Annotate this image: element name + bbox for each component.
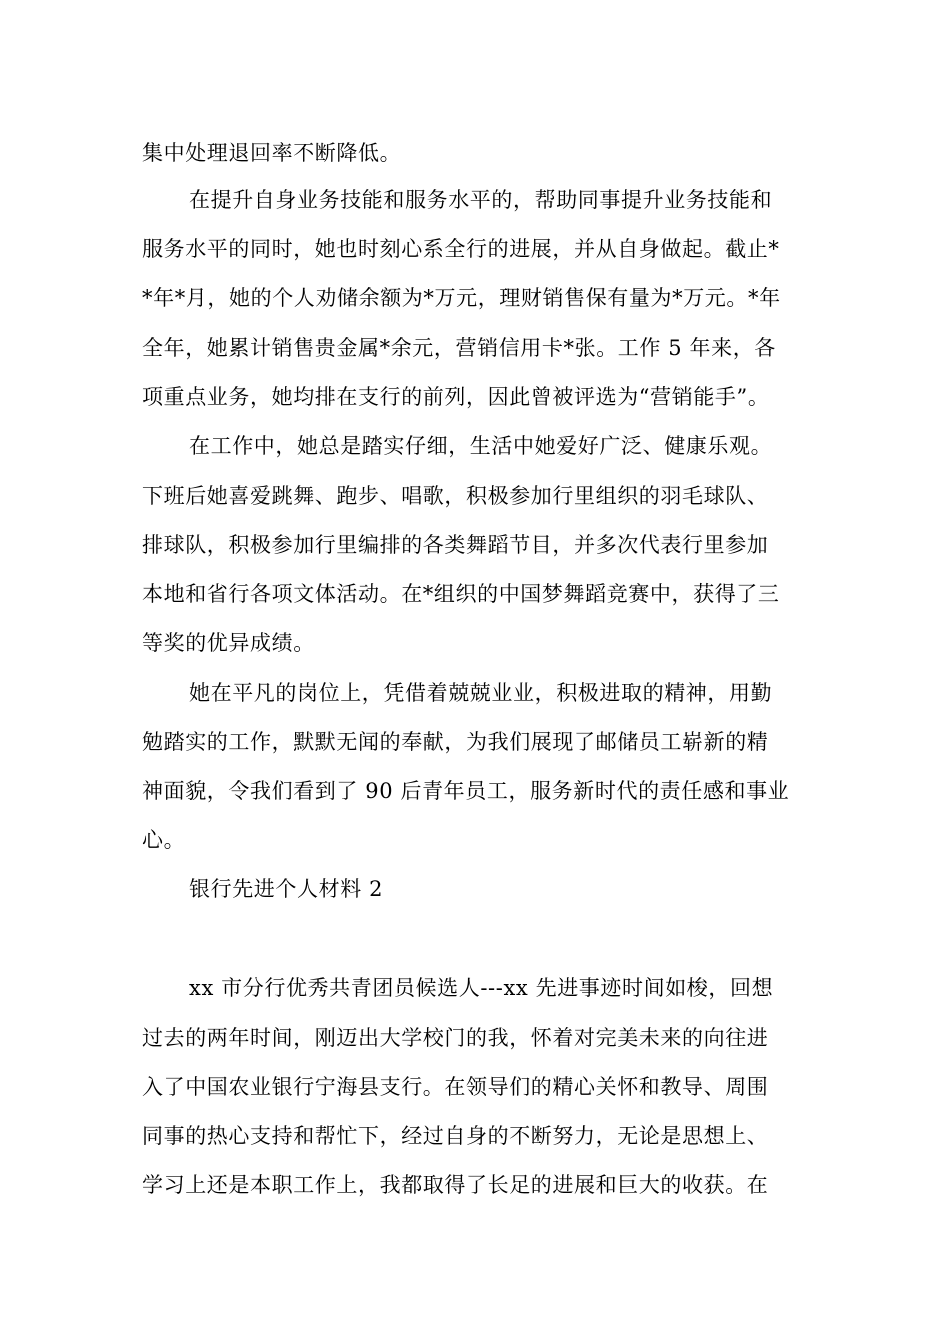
text-line: 过去的两年时间，刚迈出大学校门的我，怀着对完美未来的向往进: [142, 1026, 769, 1050]
text-line: 神面貌，令我们看到了 90 后青年员工，服务新时代的责任感和事业: [142, 779, 790, 803]
text-line: 本地和省行各项文体活动。在*组织的中国梦舞蹈竞赛中，获得了三: [142, 582, 780, 606]
text-line: 排球队，积极参加行里编排的各类舞蹈节目，并多次代表行里参加: [142, 533, 769, 557]
text-line: 下班后她喜爱跳舞、跑步、唱歌，积极参加行里组织的羽毛球队、: [142, 484, 769, 508]
text-line: *年*月，她的个人劝储余额为*万元，理财销售保有量为*万元。*年: [142, 286, 781, 310]
text-line: xx 市分行优秀共青团员候选人---xx 先进事迹时间如梭，回想: [189, 976, 774, 1000]
text-line: 在提升自身业务技能和服务水平的，帮助同事提升业务技能和: [189, 188, 773, 212]
text-line: 服务水平的同时，她也时刻心系全行的进展，并从自身做起。截止*: [142, 237, 780, 261]
text-line: 在工作中，她总是踏实仔细，生活中她爱好广泛、健康乐观。: [189, 434, 773, 458]
text-line: 等奖的优异成绩。: [142, 631, 315, 655]
text-line: 学习上还是本职工作上，我都取得了长足的进展和巨大的收获。在: [142, 1173, 769, 1197]
text-line: 全年，她累计销售贵金属*余元，营销信用卡*张。工作 5 年来，各: [142, 336, 776, 360]
text-line: 心。: [142, 828, 186, 852]
text-line: 她在平凡的岗位上，凭借着兢兢业业，积极进取的精神，用勤: [189, 681, 773, 705]
section-heading: 银行先进个人材料 2: [189, 877, 384, 901]
text-line: 勉踏实的工作，默默无闻的奉献，为我们展现了邮储员工崭新的精: [142, 730, 769, 754]
text-line: 集中处理退回率不断降低。: [142, 141, 402, 165]
text-line: 同事的热心支持和帮忙下，经过自身的不断努力，无论是思想上、: [142, 1124, 769, 1148]
text-line: 项重点业务，她均排在支行的前列，因此曾被评选为“营销能手”。: [142, 385, 770, 409]
text-line: 入了中国农业银行宁海县支行。在领导们的精心关怀和教导、周围: [142, 1075, 769, 1099]
